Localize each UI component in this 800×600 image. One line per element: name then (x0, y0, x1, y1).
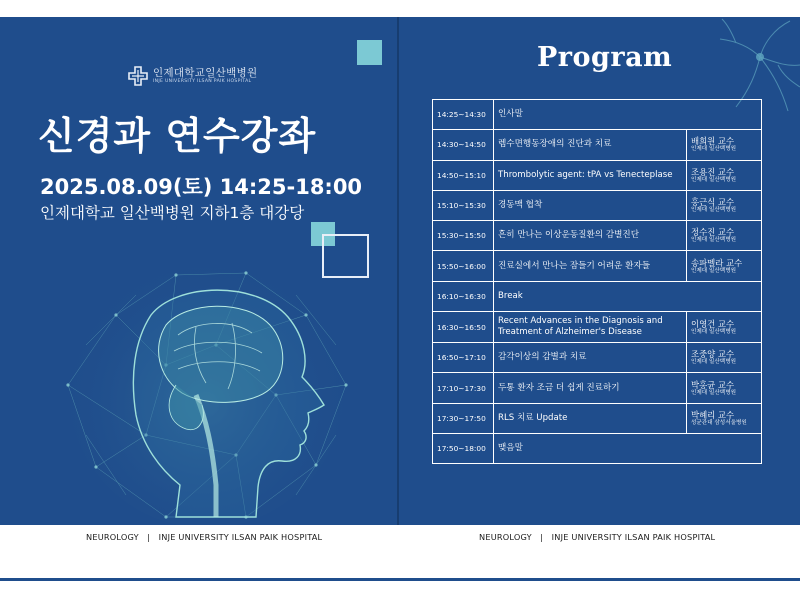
session-topic: 맺음말 (494, 433, 762, 463)
speaker-name: 홍근식 교수 (691, 197, 735, 208)
schedule-row (433, 343, 762, 373)
session-time: 15:30~15:50 (433, 221, 494, 251)
session-speaker (687, 221, 762, 251)
event-date: 2025.08.09(토) 14:25-18:00 (40, 175, 363, 199)
speaker-name: 배희원 교수 (691, 136, 735, 147)
event-title: 신경과 연수강좌 (38, 114, 317, 158)
schedule-row (433, 251, 762, 281)
top-margin (0, 0, 800, 17)
speaker-affiliation: 인제대 일산백병원 (691, 267, 737, 274)
speaker-affiliation: 인제대 일산백병원 (691, 328, 737, 335)
schedule-row (433, 281, 762, 311)
speaker-name: 박홍균 교수 (691, 379, 735, 390)
footer-right-text: NEUROLOGY | INJE UNIVERSITY ILSAN PAIK HOSPITAL (479, 532, 716, 542)
schedule-row (433, 190, 762, 220)
event-venue: 인제대학교 일산백병원 지하1층 대강당 (40, 204, 305, 222)
schedule-row (433, 373, 762, 403)
speaker-affiliation: 인제대 일산백병원 (691, 359, 737, 366)
session-speaker (687, 343, 762, 373)
schedule-row (433, 130, 762, 160)
speaker-name: 박혜리 교수 (691, 409, 735, 420)
session-speaker (687, 190, 762, 220)
speaker-name: 이영건 교수 (691, 318, 735, 329)
session-speaker (687, 130, 762, 160)
speaker-name: 정수진 교수 (691, 227, 735, 238)
speaker-affiliation: 인제대 일산백병원 (691, 207, 737, 214)
session-topic: 인사말 (494, 100, 762, 130)
hospital-name-ko: 인제대학교일산백병원 (153, 66, 258, 79)
schedule-row (433, 100, 762, 130)
brain-head-illustration (56, 255, 356, 525)
speaker-name: 송파멜라 교수 (691, 257, 743, 268)
session-time: 15:10~15:30 (433, 190, 494, 220)
program-schedule-table (432, 99, 762, 464)
speaker-affiliation: 인제대 일산백병원 (691, 237, 737, 244)
schedule-row (433, 160, 762, 190)
session-speaker (687, 251, 762, 281)
session-time: 14:25~14:30 (433, 100, 494, 130)
schedule-row (433, 221, 762, 251)
session-topic: 진료실에서 만나는 잠들기 어려운 환자들 (494, 251, 687, 281)
session-topic: Recent Advances in the Diagnosis and Treatment of Alzheimer's Disease (494, 312, 687, 343)
speaker-affiliation: 성균관대 삼성서울병원 (691, 419, 747, 426)
hospital-cross-icon (128, 66, 148, 86)
session-speaker (687, 312, 762, 343)
speaker-name: 조중양 교수 (691, 349, 735, 360)
session-topic: 렘수면행동장애의 진단과 치료 (494, 130, 687, 160)
hospital-name (153, 68, 257, 85)
schedule-row (433, 312, 762, 343)
session-topic: 감각이상의 감별과 치료 (494, 343, 687, 373)
decorative-square (357, 40, 382, 65)
footer-left-text: NEUROLOGY | INJE UNIVERSITY ILSAN PAIK HOSPITAL (86, 532, 323, 542)
session-topic: Break (494, 281, 762, 311)
session-time: 16:10~16:30 (433, 281, 494, 311)
session-topic: 두통 환자 조금 더 쉽게 진료하기 (494, 373, 687, 403)
session-time: 17:50~18:00 (433, 433, 494, 463)
hospital-logo (128, 66, 257, 86)
session-topic: RLS 치료 Update (494, 403, 687, 433)
speaker-affiliation: 인제대 일산백병원 (691, 176, 737, 183)
poster-left-panel (0, 17, 397, 525)
neuron-illustration (690, 17, 800, 112)
session-topic: 경동맥 협착 (494, 190, 687, 220)
schedule-row (433, 403, 762, 433)
session-time: 14:30~14:50 (433, 130, 494, 160)
session-speaker (687, 373, 762, 403)
session-time: 16:30~16:50 (433, 312, 494, 343)
schedule-row (433, 433, 762, 463)
session-time: 14:50~15:10 (433, 160, 494, 190)
session-time: 17:10~17:30 (433, 373, 494, 403)
speaker-name: 조용진 교수 (691, 166, 735, 177)
speaker-affiliation: 인제대 일산백병원 (691, 389, 737, 396)
session-topic: Thrombolytic agent: tPA vs Tenecteplase (494, 160, 687, 190)
session-time: 16:50~17:10 (433, 343, 494, 373)
bottom-border-line (0, 578, 800, 581)
program-heading: Program (537, 42, 673, 73)
session-time: 17:30~17:50 (433, 403, 494, 433)
hospital-name-en: INJE UNIVERSITY ILSAN PAIK HOSPITAL (153, 78, 252, 84)
session-speaker (687, 403, 762, 433)
session-topic: 흔히 만나는 이상운동질환의 감별진단 (494, 221, 687, 251)
session-time: 15:50~16:00 (433, 251, 494, 281)
session-speaker (687, 160, 762, 190)
speaker-affiliation: 인제대 일산백병원 (691, 146, 737, 153)
